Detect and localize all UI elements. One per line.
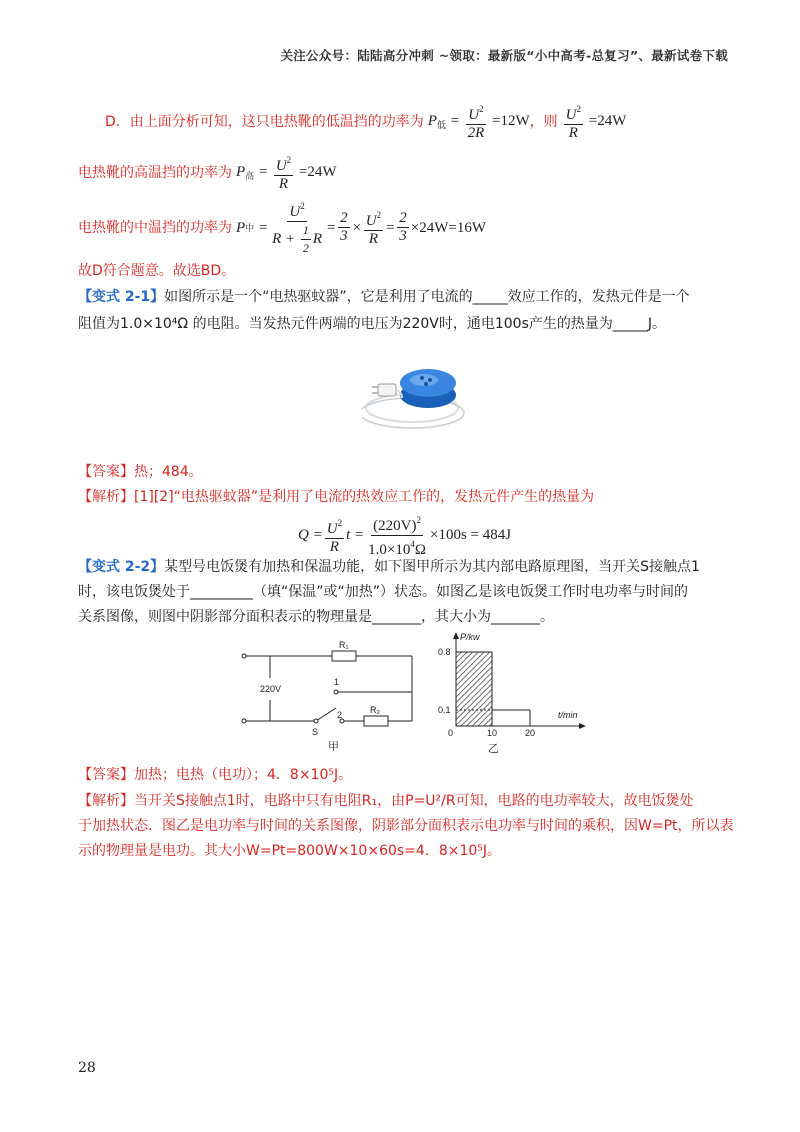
p-high-formula: $P_高$ = $\frac{U^2}{R}$ =24W (236, 152, 337, 193)
x-tick-20: 20 (525, 728, 536, 738)
q22-line2: 时，该电饭煲处于_________（填“保温”或“加热”）状态。如图乙是该电饭煲工作时电功率与时间的 (78, 584, 689, 600)
q21-analysis: 【解析】[1][2]“电热驱蚊器”是利用了电流的热效应工作的，发热元件产生的热量为 (78, 489, 595, 505)
mosquito-repeller-image (362, 350, 472, 432)
q21-line1 (78, 288, 690, 306)
origin-label: 0 (448, 728, 454, 738)
circuit-diagram (240, 636, 420, 752)
graph-caption: 乙 (488, 743, 499, 755)
q22-line3: 关系图像，则图中阴影部分面积表示的物理量是_______，其大小为_______。 (78, 609, 554, 625)
q22-answer: 【答案】加热；电热（电功）；4．8×10⁵J。 (78, 767, 353, 783)
solution-d-line3 (78, 198, 486, 257)
switch-label: S (312, 727, 319, 737)
x-axis-label: t/min (558, 710, 578, 720)
then-word: ，则 (529, 113, 558, 130)
circuit-caption: 甲 (328, 741, 339, 752)
q21-line1-text: 如图所示是一个“电热驱蚊器”，它是利用了电流的_____效应工作的，发热元件是一个 (164, 289, 690, 305)
q22-tag: 【变式 2-2】 (78, 559, 165, 575)
u2r-formula: $\frac{U^2}{R}$ =24W (562, 101, 627, 142)
contact1-label: 1 (334, 677, 340, 687)
r2-label: R₂ (370, 705, 380, 715)
voltage-label: 220V (260, 684, 282, 694)
q22-analysis-line3: 示的物理量是电功。其大小W=Pt=800W×10×60s=4．8×10⁵J。 (78, 843, 502, 859)
q22-analysis-line1: 【解析】当开关S接触点1时，电路中只有电阻R₁，由P=U²/R可知，电路的电功率较大，故电饭煲处 (78, 793, 694, 809)
x-tick-10: 10 (487, 728, 498, 738)
solution-d-line1 (105, 101, 626, 142)
shaded-area (456, 652, 492, 726)
page-number: 28 (78, 1060, 96, 1076)
page-header: 关注公众号：陆陆高分冲刺 ~领取：最新版“小中高考-总复习”、最新试卷下载 (280, 48, 728, 63)
p-low-formula: $P_低$ = $\frac{U^2}{2R}$ =12W (428, 101, 530, 142)
q21-tag: 【变式 2-1】 (78, 289, 165, 305)
q22-line1-text: 某型号电饭煲有加热和保温功能，如下图甲所示为其内部电路原理图，当开关S接触点1 (164, 559, 700, 575)
r1-label: R₁ (339, 640, 349, 650)
power-time-graph (432, 630, 592, 758)
y-tick-low: 0.1 (438, 705, 451, 715)
y-axis-label: P/kw (460, 632, 480, 642)
q22-analysis-line2: 于加热状态．图乙是电功率与时间的关系图像，阴影部分面积表示电功率与时间的乘积，因W=Pt，所以表 (78, 818, 734, 834)
q21-line2: 阻值为1.0×10⁴Ω 的电阻。当发热元件两端的电压为220V时，通电100s产生的热量为_____J。 (78, 316, 667, 332)
q21-formula: Q = $\frac{U^2}{R}$ t = $\frac{(220V)^2}{1.0\times 10^4\Omega}$ ×100s = 484J (298, 512, 511, 559)
contact2-label: 2 (337, 710, 343, 720)
solution-d-line2 (78, 152, 337, 193)
solution-d-line1-text: D．由上面分析可知，这只电热靴的低温挡的功率为 (105, 113, 424, 130)
conclusion: 故D符合题意。故选BD。 (78, 263, 236, 279)
q21-answer: 【答案】热；484。 (78, 464, 203, 480)
solution-d-line2-text: 电热靴的高温挡的功率为 (78, 164, 232, 181)
y-tick-high: 0.8 (438, 647, 451, 657)
solution-d-line3-text: 电热靴的中温挡的功率为 (78, 219, 232, 236)
p-mid-formula: P 中 = $U^2$ R + $\frac{1}{2}$ R = $\frac{2}{3}$ × $\frac{U^2}{R}$ = $\frac{2}{3}$ ×24W =16W (236, 198, 486, 257)
q22-line1 (78, 558, 700, 576)
